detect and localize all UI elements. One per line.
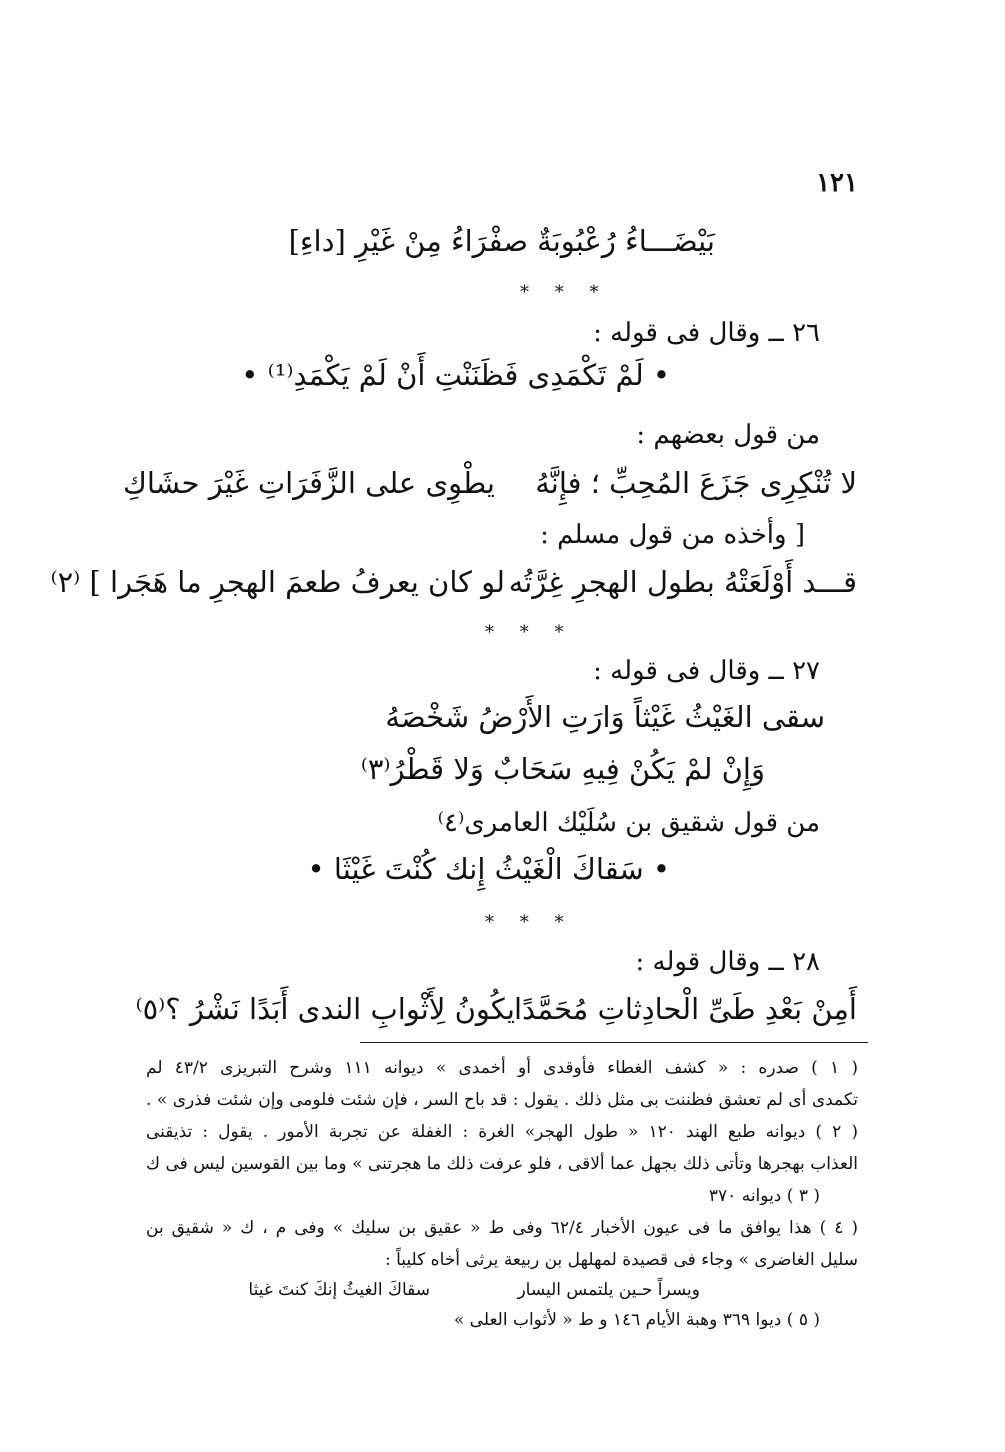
page-number: ١٢١	[816, 168, 858, 198]
footnote-4-line-1: ( ٤ ) هذا يوافق ما فى عيون الأخبار ٦٢/٤ وفى ط « عقيق بن سليك » وفى م ، ك « شقيق بن	[146, 1218, 858, 1238]
entry-26-verse-1-second-hemistich: يطْوِى على الزَّفَرَاتِ غَيْرَ حشَاكِ	[122, 466, 495, 500]
entry-26-source-1: من قول بعضهم :	[636, 420, 820, 450]
entry-28-heading: ٢٨ ــ وقال قوله :	[635, 947, 820, 977]
top-verse: بَيْضَـــاءُ رُعْبُوبَةٌ صفْرَاءُ مِنْ غَيْرِ [داءِ]	[288, 224, 715, 258]
footnote-4-verse-first-hemistich: سقاكَ الغيثُ إنكَ كنتَ غيثا	[248, 1280, 430, 1300]
entry-26-verse-2-first-hemistich: قـــد أَوْلَعَتْهُ بطول الهجرِ غِرَّتُه	[508, 565, 857, 599]
footnote-1-line-1: ( ١ ) صدره : « كشف الغطاء فأوقدى أو أخمدى » ديوانه ١١١ وشرح التبريزى ٤٣/٢ لم	[146, 1058, 858, 1078]
footnote-3: ( ٣ ) ديوانه ٣٧٠	[708, 1186, 820, 1206]
entry-27-heading: ٢٧ ــ وقال فى قوله :	[593, 656, 820, 686]
entry-26-verse-1-first-hemistich: لا تُنْكِرِى جَزَعَ المُحِبِّ ؛ فإِنَّهُ	[535, 466, 857, 500]
footnote-2-line-1: ( ٢ ) ديوانه طبع الهند ١٢٠ « طول الهجر» الغرة : الغفلة عن تجربة الأمور . يقول : تذيقنى	[146, 1122, 858, 1142]
separator-2: * * *	[485, 622, 574, 643]
entry-27-quote: • سَقاكَ الْغَيْثُ إِنك كُنْتَ غَيْثَا •	[307, 852, 670, 886]
footnote-1-line-2: تكمدى أى لم تعشق فظننت بى مثل ذلك . يقول : قد باح السر ، فإن شئت فلومى وإن شئت فذرى » .	[146, 1090, 858, 1110]
footnote-4-line-2: سليل الغاضرى » وجاء فى قصيدة لمهلهل بن ربيعة يرثى أخاه كليباً :	[384, 1250, 858, 1270]
footnote-5: ( ٥ ) ديوا ٣٦٩ وهبة الأيام ١٤٦ و ط « لأثواب العلى »	[453, 1310, 820, 1330]
entry-28-second-hemistich: يكُونُ لِأَثْوابِ الندى أَبَدًا نَشْرُ ؟⁽٥⁾	[135, 992, 515, 1026]
footnote-4-verse-second-hemistich: ويسراً حـين يلتمس اليسار	[517, 1280, 700, 1300]
entry-27-line-1: سقى الغَيْثُ غَيْثاً وَارَتِ الأَرْضُ شَخْصَهُ	[385, 700, 825, 734]
entry-28-first-hemistich: أَمِنْ بَعْدِ طَىِّ الْحادِثاتِ مُحَمَّدًا	[514, 992, 857, 1026]
entry-26-verse-2-second-hemistich: لو كان يعرفُ طعمَ الهجرِ ما هَجَرا ] ⁽٢⁾	[50, 565, 505, 599]
entry-27-source: من قول شقيق بن سُلَيْك العامرى⁽٤⁾	[437, 808, 820, 838]
separator-1: * * *	[520, 282, 609, 303]
entry-26-quote: • لَمْ تَكْمَدِى فَظَنَنْتِ أَنْ لَمْ يَكْمَدِ⁽¹⁾ •	[241, 358, 670, 392]
entry-26-heading: ٢٦ ــ وقال فى قوله :	[593, 318, 820, 348]
separator-3: * * *	[485, 912, 574, 933]
footnote-divider	[360, 1042, 868, 1043]
entry-26-source-2: [ وأخذه من قول مسلم :	[540, 520, 805, 550]
entry-27-line-2: وَإِنْ لمْ يَكُنْ فِيهِ سَحَابٌ وَلا قَطْرُ⁽٣⁾	[360, 752, 765, 786]
footnote-2-line-2: العذاب بهجرها وتأتى ذلك بجهل عما ألاقى ، فلو عرفت ذلك ما هجرتنى » وما بين القوسين ليس فى ك	[146, 1154, 858, 1174]
